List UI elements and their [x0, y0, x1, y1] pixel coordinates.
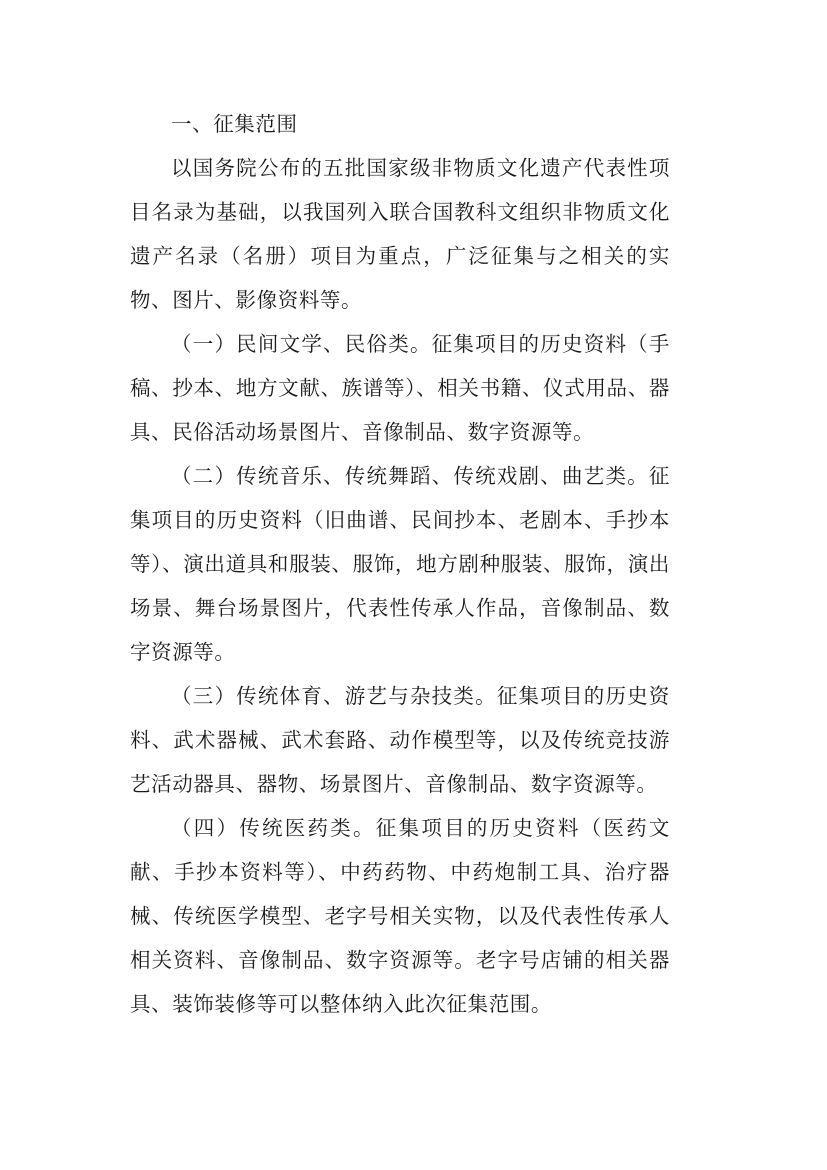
paragraph-traditional-sports: （三）传统体育、游艺与杂技类。征集项目的历史资料、武术器械、武术套路、动作模型等，以及传统竞技游艺活动器具、器物、场景图片、音像制品、数字资源等。 [130, 684, 670, 796]
paragraph-traditional-music: （二）传统音乐、传统舞蹈、传统戏剧、曲艺类。征集项目的历史资料（旧曲谱、民间抄本、老剧本、手抄本等）、演出道具和服装、服饰，地方剧种服装、服饰，演出场景、舞台场景图片，代表性传承人作品，音像制品、数字资源等。 [130, 464, 670, 664]
paragraph-folk-literature: （一）民间文学、民俗类。征集项目的历史资料（手稿、抄本、地方文献、族谱等）、相关书籍、仪式用品、器具、民俗活动场景图片、音像制品、数字资源等。 [130, 332, 670, 444]
paragraph-traditional-medicine: （四）传统医药类。征集项目的历史资料（医药文献、手抄本资料等）、中药药物、中药炮制工具、治疗器械、传统医学模型、老字号相关实物，以及代表性传承人相关资料、音像制品、数字资源等。老字号店铺的相关器具、装饰装修等可以整体纳入此次征集范围。 [130, 816, 670, 1016]
intro-paragraph: 以国务院公布的五批国家级非物质文化遗产代表性项目名录为基础，以我国列入联合国教科文组织非物质文化遗产名录（名册）项目为重点，广泛征集与之相关的实物、图片、影像资料等。 [130, 156, 670, 312]
document-body [130, 102, 670, 1026]
section-heading: 一、征集范围 [171, 112, 298, 136]
